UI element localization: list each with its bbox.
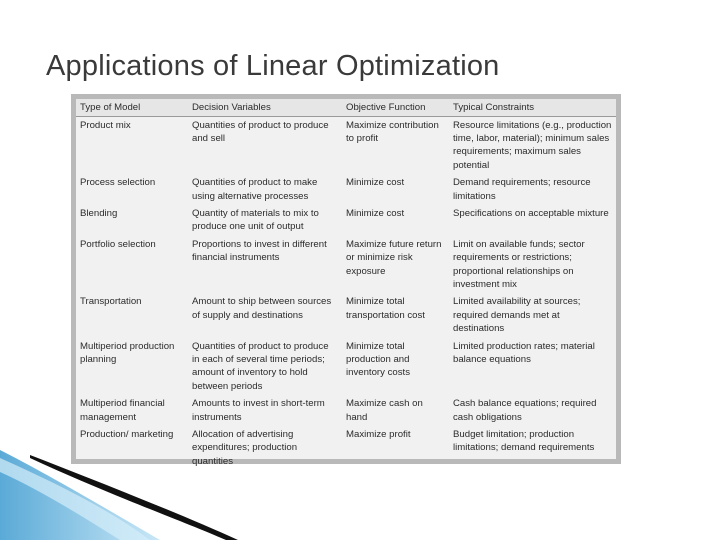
cell-type-of-model: Transportation: [80, 296, 142, 308]
applications-table: [76, 99, 616, 471]
table-frame: [71, 94, 621, 467]
cell-typical-constraints: Limited availability at sources; required demands met at destinations: [453, 296, 581, 335]
column-header-decision-variables: Decision Variables: [188, 99, 342, 117]
cell-objective-function: Maximize contribution to profit: [346, 119, 439, 144]
cell-type-of-model: Multiperiod financial management: [80, 398, 165, 423]
cell-type-of-model: Product mix: [80, 119, 131, 131]
cell-decision-variables: Quantities of product to produce and sell: [192, 119, 329, 144]
cell-decision-variables: Amounts to invest in short-term instruments: [192, 398, 325, 423]
cell-objective-function: Minimize total production and inventory costs: [346, 340, 410, 379]
table-row: [76, 338, 616, 396]
cell-type-of-model: Portfolio selection: [80, 238, 156, 250]
cell-type-of-model: Production/ marketing: [80, 429, 174, 441]
cell-decision-variables: Allocation of advertising expenditures; production quantities: [192, 429, 298, 467]
cell-decision-variables: Quantities of product to make using alternative processes: [192, 177, 318, 202]
cell-decision-variables: Amount to ship between sources of supply and destinations: [192, 296, 332, 321]
cell-decision-variables: Quantity of materials to mix to produce one unit of output: [192, 208, 319, 233]
cell-typical-constraints: Limited production rates; material balance equations: [453, 340, 595, 366]
cell-objective-function: Maximize profit: [346, 429, 411, 441]
cell-typical-constraints: Demand requirements; resource limitations: [453, 177, 591, 202]
table-row: [76, 206, 616, 237]
cell-decision-variables: Quantities of product to produce in each of several time periods; amount of inventory to hold between periods: [192, 340, 329, 392]
column-header-type-of-model: Type of Model: [76, 99, 188, 117]
cell-type-of-model: Multiperiod production planning: [80, 340, 175, 366]
cell-objective-function: Maximize future return or minimize risk exposure: [346, 238, 442, 277]
cell-objective-function: Minimize cost: [346, 177, 405, 189]
cell-objective-function: Maximize cash on hand: [346, 398, 423, 423]
table-header-row: [76, 99, 616, 117]
blue-swoosh: [0, 450, 160, 540]
table-row: [76, 396, 616, 427]
table-container: [76, 99, 616, 467]
cell-typical-constraints: Resource limitations (e.g., production time, labor, material); minimum sales requirements; maximum sales potential: [453, 119, 612, 171]
table-row: [76, 175, 616, 206]
cell-typical-constraints: Cash balance equations; required cash obligations: [453, 398, 597, 423]
table-row: [76, 294, 616, 338]
cell-type-of-model: Blending: [80, 208, 118, 219]
cell-typical-constraints: Specifications on acceptable mixture: [453, 208, 609, 219]
cell-type-of-model: Process selection: [80, 177, 156, 189]
cell-typical-constraints: Budget limitation; production limitations; demand requirements: [453, 429, 595, 454]
cell-typical-constraints: Limit on available funds; sector requirements or restrictions; proportional relationships on investment mix: [453, 238, 585, 291]
cell-objective-function: Minimize total transportation cost: [346, 296, 425, 321]
cell-decision-variables: Proportions to invest in different financial instruments: [192, 238, 327, 264]
column-header-objective-function: Objective Function: [342, 99, 449, 117]
table-row: [76, 117, 616, 175]
decorative-swoosh: [0, 450, 720, 540]
slide-title: Applications of Linear Optimization: [46, 50, 500, 82]
cell-objective-function: Minimize cost: [346, 208, 405, 219]
column-header-typical-constraints: Typical Constraints: [449, 99, 616, 117]
table-row: [76, 237, 616, 295]
